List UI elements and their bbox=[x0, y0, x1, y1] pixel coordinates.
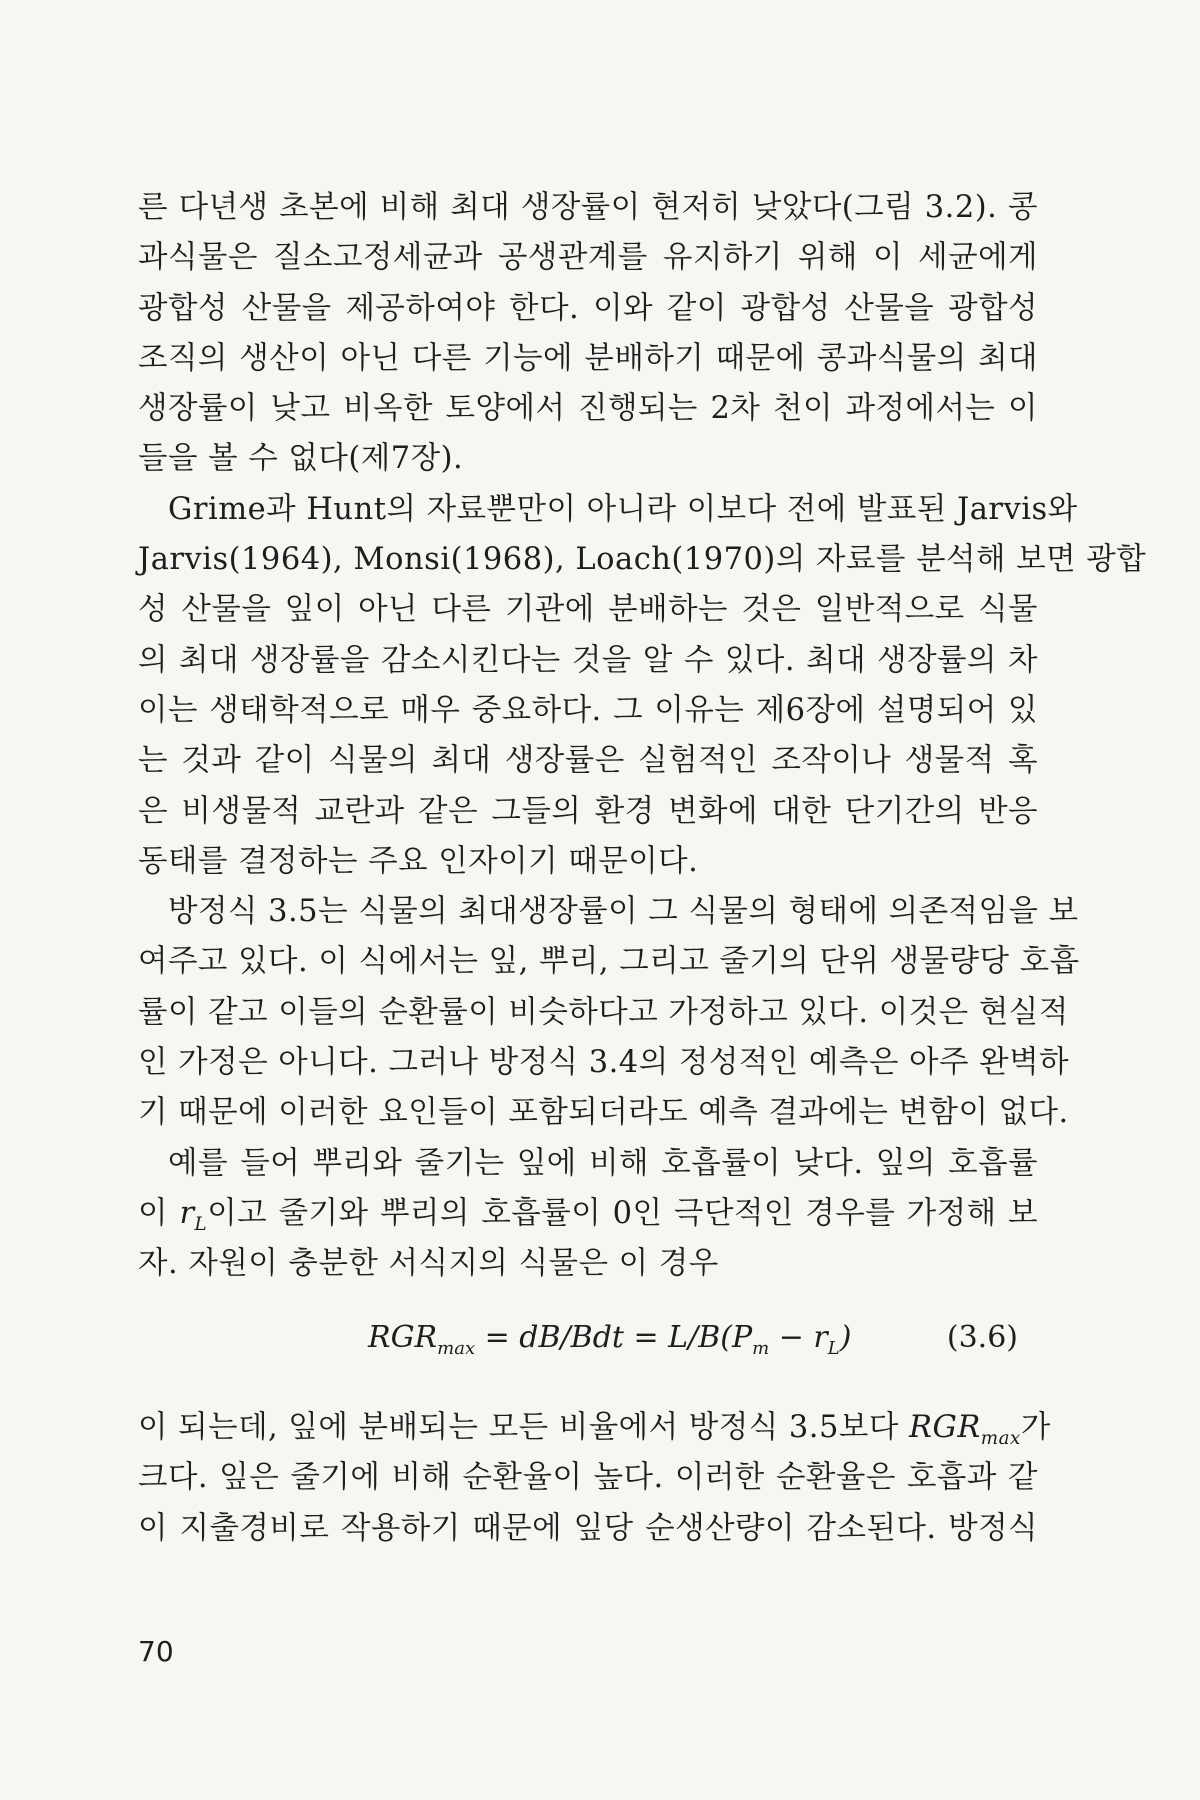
paragraph-4 bbox=[138, 1139, 1038, 1290]
text-line: 이는 생태학적으로 매우 중요하다. 그 이유는 제6장에 설명되어 있 bbox=[138, 692, 1038, 728]
text-line bbox=[138, 1403, 1051, 1453]
page-number: 70 bbox=[138, 1635, 174, 1668]
body-text bbox=[138, 183, 1147, 1290]
subscript: max bbox=[980, 1428, 1021, 1450]
text-fragment: 가 bbox=[1020, 1410, 1051, 1445]
equation-formula bbox=[368, 1320, 851, 1359]
text-line: 성 산물을 잎이 아닌 다른 기관에 분배하는 것은 일반적으로 식물 bbox=[138, 592, 1038, 628]
body-text-continued bbox=[138, 1403, 1051, 1554]
text-line bbox=[138, 1189, 1038, 1239]
eq-part: − r bbox=[769, 1320, 828, 1355]
text-line: 은 비생물적 교란과 같은 그들의 환경 변화에 대한 단기간의 반응 bbox=[138, 793, 1038, 829]
eq-part: ) bbox=[839, 1320, 852, 1355]
text-line: 들을 볼 수 없다(제7장). bbox=[138, 441, 464, 477]
text-line: 광합성 산물을 제공하여야 한다. 이와 같이 광합성 산물을 광합성 bbox=[138, 290, 1038, 326]
paragraph-3 bbox=[138, 887, 1080, 1138]
text-fragment: 이고 줄기와 뿌리의 호흡률이 0인 극단적인 경우를 가정해 보 bbox=[207, 1195, 1038, 1231]
variable-rgr: RGR bbox=[908, 1410, 981, 1445]
text-line: 는 것과 같이 식물의 최대 생장률은 실험적인 조작이나 생물적 혹 bbox=[138, 743, 1038, 779]
text-line: Grime과 Hunt의 자료뿐만이 아니라 이보다 전에 발표된 Jarvis와 bbox=[168, 491, 1078, 527]
text-line: 자. 자원이 충분한 서식지의 식물은 이 경우 bbox=[138, 1246, 719, 1282]
paragraph-2 bbox=[138, 485, 1147, 887]
text-line: 의 최대 생장률을 감소시킨다는 것을 알 수 있다. 최대 생장률의 차 bbox=[138, 642, 1038, 678]
text-line: 과식물은 질소고정세균과 공생관계를 유지하기 위해 이 세균에게 bbox=[138, 240, 1038, 276]
subscript: L bbox=[194, 1214, 208, 1236]
eq-part: RGR bbox=[368, 1320, 438, 1355]
text-line: Jarvis(1964), Monsi(1968), Loach(1970)의 자료를 분석해 보면 광합 bbox=[138, 542, 1147, 578]
eq-sub: max bbox=[437, 1338, 476, 1359]
text-line: 조직의 생산이 아닌 다른 기능에 분배하기 때문에 콩과식물의 최대 bbox=[138, 340, 1038, 376]
text-line: 동태를 결정하는 주요 인자이기 때문이다. bbox=[138, 843, 699, 879]
text-line: 률이 같고 이들의 순환률이 비슷하다고 가정하고 있다. 이것은 현실적 bbox=[138, 994, 1069, 1030]
text-line: 이 지출경비로 작용하기 때문에 잎당 순생산량이 감소된다. 방정식 bbox=[138, 1510, 1038, 1546]
equation-3-6 bbox=[138, 1312, 1038, 1362]
text-line: 방정식 3.5는 식물의 최대생장률이 그 식물의 형태에 의존적임을 보 bbox=[168, 894, 1079, 930]
eq-part: = dB/Bdt = L/B(P bbox=[475, 1320, 753, 1355]
text-fragment: 이 bbox=[138, 1195, 180, 1231]
equation-number: (3.6) bbox=[946, 1320, 1018, 1355]
text-line: 인 가정은 아니다. 그러나 방정식 3.4의 정성적인 예측은 아주 완벽하 bbox=[138, 1045, 1069, 1081]
text-fragment: 이 되는데, 잎에 분배되는 모든 비율에서 방정식 3.5보다 bbox=[138, 1410, 909, 1445]
paragraph-1 bbox=[138, 183, 1038, 485]
text-line: 기 때문에 이러한 요인들이 포함되더라도 예측 결과에는 변함이 없다. bbox=[138, 1095, 1069, 1131]
text-line: 른 다년생 초본에 비해 최대 생장률이 현저히 낮았다(그림 3.2). 콩 bbox=[138, 190, 1038, 225]
text-line: 생장률이 낮고 비옥한 토양에서 진행되는 2차 천이 과정에서는 이 bbox=[138, 391, 1038, 427]
text-line: 예를 들어 뿌리와 줄기는 잎에 비해 호흡률이 낮다. 잎의 호흡률 bbox=[168, 1145, 1038, 1181]
eq-sub: m bbox=[752, 1338, 770, 1359]
variable-r: r bbox=[179, 1195, 195, 1231]
eq-sub: L bbox=[827, 1338, 840, 1359]
text-line: 여주고 있다. 이 식에서는 잎, 뿌리, 그리고 줄기의 단위 생물량당 호흡 bbox=[138, 944, 1080, 980]
text-line: 크다. 잎은 줄기에 비해 순환율이 높다. 이러한 순환율은 호흡과 같 bbox=[138, 1460, 1038, 1496]
